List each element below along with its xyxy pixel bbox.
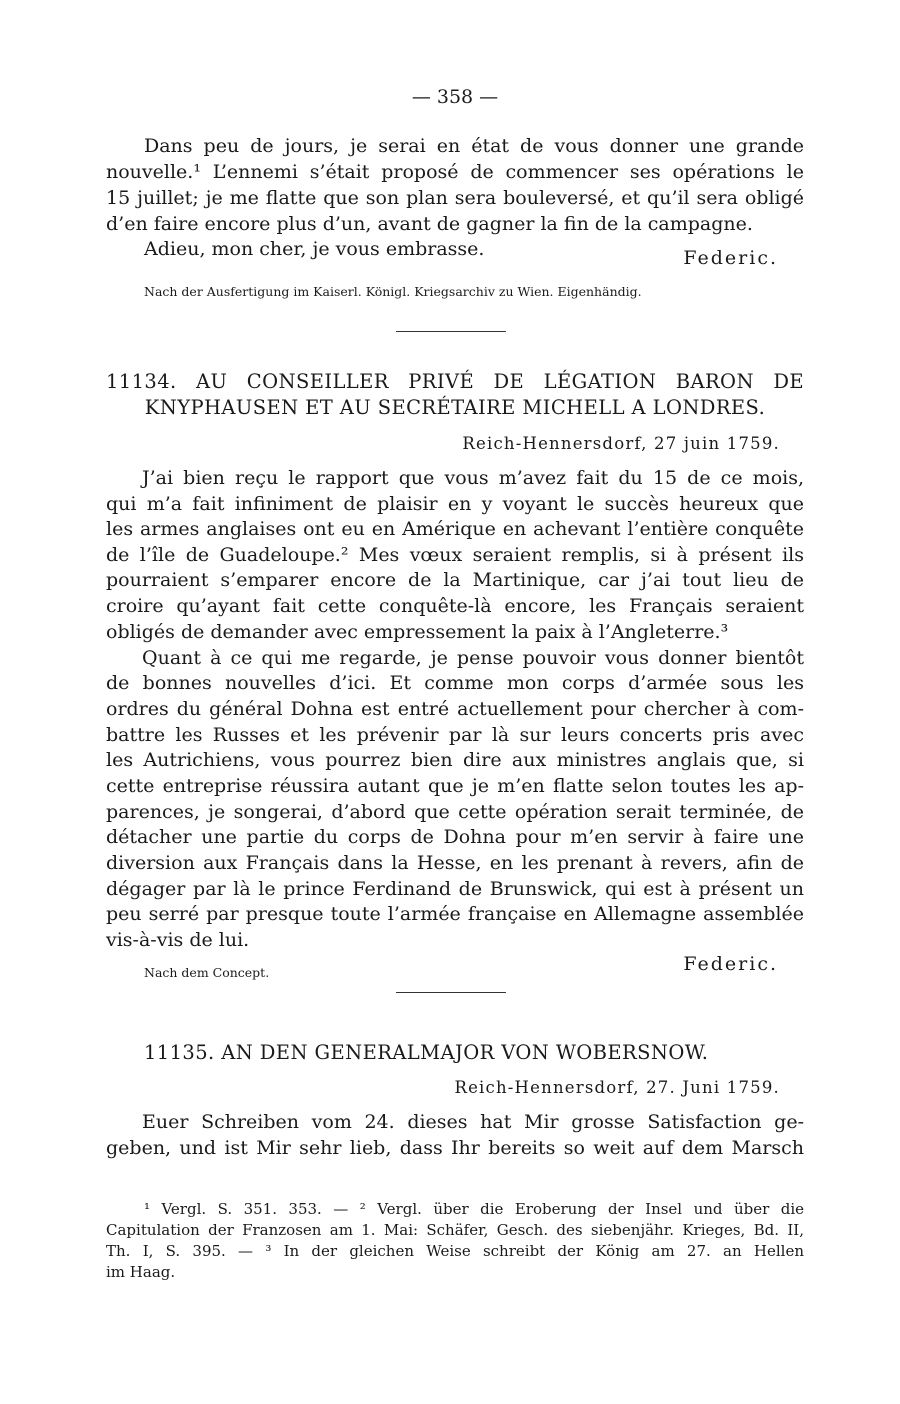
letter-heading: KNYPHAUSEN ET AU SECRÉTAIRE MICHELL A LONDRES. <box>144 396 766 419</box>
page-number: — 358 — <box>411 86 499 108</box>
text-line: les Autrichiens, vous pourrez bien dire aux ministres anglais que, si <box>106 749 804 771</box>
footnote-line: Th. I, S. 395. — ³ In der gleichen Weise schreibt der König am 27. an Hellen <box>106 1242 804 1260</box>
letter-heading: 11134. AU CONSEILLER PRIVÉ DE LÉGATION BARON DE <box>106 370 804 393</box>
section-divider <box>396 992 506 993</box>
place-date: Reich-Hennersdorf, 27. Juni 1759. <box>454 1078 780 1097</box>
footnote-line: im Haag. <box>106 1263 176 1281</box>
text-line: les armes anglaises ont eu en Amérique en achevant l’entière conquête <box>106 518 804 540</box>
section-divider <box>396 331 506 332</box>
text-line: Quant à ce qui me regarde, je pense pouvoir vous donner bientôt <box>142 647 804 669</box>
text-line: peu serré par presque toute l’armée française en Allemagne assemblée <box>106 903 804 925</box>
text-line: croire qu’ayant fait cette conquête-là encore, les Français seraient <box>106 595 804 617</box>
source-note: Nach dem Concept. <box>144 965 270 980</box>
text-line: 15 juillet; je me flatte que son plan sera bouleversé, et qu’il sera obligé <box>106 187 804 209</box>
text-line: cette entreprise réussira autant que je m’en flatte selon toutes les ap- <box>106 775 804 797</box>
place-date: Reich-Hennersdorf, 27 juin 1759. <box>462 434 780 453</box>
text-line: J’ai bien reçu le rapport que vous m’avez fait du 15 de ce mois, <box>142 467 804 489</box>
text-line: diversion aux Français dans la Hesse, en les prenant à revers, afin de <box>106 852 804 874</box>
closing-line: Adieu, mon cher, je vous embrasse. <box>144 238 485 260</box>
text-line: détacher une partie du corps de Dohna pour m’en servir à faire une <box>106 826 804 848</box>
source-note: Nach der Ausfertigung im Kaiserl. Königl. Kriegsarchiv zu Wien. Eigenhändig. <box>144 284 642 299</box>
letter-heading: 11135. AN DEN GENERALMAJOR VON WOBERSNOW. <box>144 1041 709 1064</box>
document-page <box>106 0 804 1404</box>
footnote-line: Capitulation der Franzosen am 1. Mai: Schäfer, Gesch. des siebenjähr. Krieges, Bd. II, <box>106 1221 804 1239</box>
text-line: nouvelle.¹ L’ennemi s’était proposé de commencer ses opérations le <box>106 161 804 183</box>
text-line: parences, je songerai, d’abord que cette opération serait terminée, de <box>106 801 804 823</box>
signature: Federic. <box>683 953 778 975</box>
text-line: Euer Schreiben vom 24. dieses hat Mir grosse Satisfaction ge- <box>142 1111 804 1133</box>
text-line: vis-à-vis de lui. <box>106 929 250 951</box>
text-line: qui m’a fait infiniment de plaisir en y voyant le succès heureux que <box>106 493 804 515</box>
text-line: obligés de demander avec empressement la paix à l’Angleterre.³ <box>106 621 729 643</box>
text-line: d’en faire encore plus d’un, avant de gagner la fin de la campagne. <box>106 213 753 235</box>
text-line: battre les Russes et les prévenir par là sur leurs concerts pris avec <box>106 724 804 746</box>
text-line: de bonnes nouvelles d’ici. Et comme mon corps d’armée sous les <box>106 672 804 694</box>
footnote-line: ¹ Vergl. S. 351. 353. — ² Vergl. über die Eroberung der Insel und über die <box>144 1200 804 1218</box>
text-line: ordres du général Dohna est entré actuellement pour chercher à com- <box>106 698 804 720</box>
text-line: pourraient s’emparer encore de la Martinique, car j’ai tout lieu de <box>106 569 804 591</box>
text-line: dégager par là le prince Ferdinand de Brunswick, qui est à présent un <box>106 878 804 900</box>
signature: Federic. <box>683 247 778 269</box>
text-line: de l’île de Guadeloupe.² Mes vœux seraient remplis, si à présent ils <box>106 544 804 566</box>
text-line: geben, und ist Mir sehr lieb, dass Ihr bereits so weit auf dem Marsch <box>106 1137 804 1159</box>
text-line: Dans peu de jours, je serai en état de vous donner une grande <box>144 135 804 157</box>
